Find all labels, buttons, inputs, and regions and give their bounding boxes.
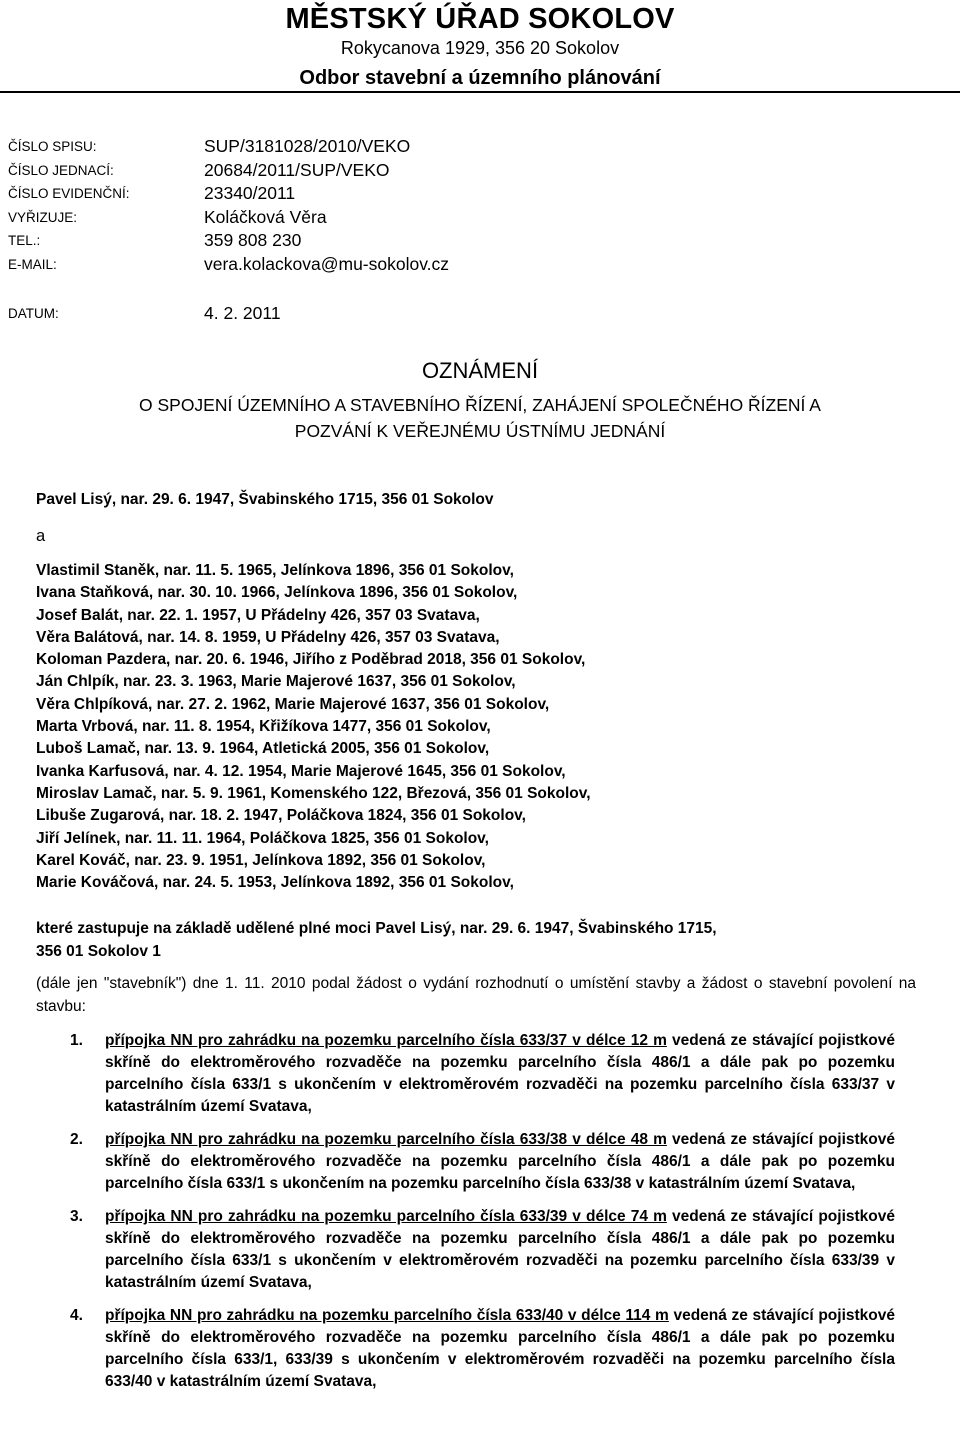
meta-label: TEL.: <box>8 233 41 249</box>
applicant-line: Vlastimil Staněk, nar. 11. 5. 1965, Jelínkova 1896, 356 01 Sokolov, <box>36 562 514 579</box>
meta-value: SUP/3181028/2010/VEKO <box>204 136 411 157</box>
item-text <box>105 1030 895 1118</box>
meta-value: Koláčková Věra <box>204 206 327 227</box>
applicant-line: Koloman Pazdera, nar. 20. 6. 1946, Jiřího z Poděbrad 2018, 356 01 Sokolov, <box>36 651 586 669</box>
applicant-list <box>36 560 936 894</box>
application-intro: (dále jen "stavebník") dne 1. 11. 2010 podal žádost o vydání rozhodnutí o umístění stavby a žádost o stavební povolení na stavbu: <box>36 975 916 1015</box>
item-text <box>105 1305 895 1393</box>
meta-label: ČÍSLO EVIDENČNÍ: <box>8 186 130 202</box>
item-number: 3. <box>70 1208 83 1225</box>
meta-label: VYŘIZUJE: <box>8 209 78 225</box>
meta-value: 4. 2. 2011 <box>204 303 281 324</box>
applicant-line: Věra Chlpíková, nar. 27. 2. 1962, Marie Majerové 1637, 356 01 Sokolov, <box>36 695 550 713</box>
item-underlined-text: přípojka NN pro zahrádku na pozemku parcelního čísla 633/38 v délce 48 m <box>105 1131 667 1148</box>
applicant-primary: Pavel Lisý, nar. 29. 6. 1947, Švabinského 1715, 356 01 Sokolov <box>36 491 494 508</box>
meta-row-reference-number <box>8 159 708 183</box>
applicant-line: Ivana Staňková, nar. 30. 10. 1966, Jelínkova 1896, 356 01 Sokolov, <box>36 584 518 602</box>
header-divider <box>0 91 960 93</box>
applicant-line: Karel Kováč, nar. 23. 9. 1951, Jelínkova 1892, 356 01 Sokolov, <box>36 851 486 869</box>
item-underlined-text: přípojka NN pro zahrádku na pozemku parcelního čísla 633/37 v délce 12 m <box>105 1032 667 1049</box>
item-number: 2. <box>70 1131 83 1148</box>
list-item <box>36 1030 896 1118</box>
applicant-line: Josef Balát, nar. 22. 1. 1957, U Přádelny 426, 357 03 Svatava, <box>36 606 480 624</box>
applicant-line: Marta Vrbová, nar. 11. 8. 1954, Křižíkova 1477, 356 01 Sokolov, <box>36 718 491 736</box>
file-metadata <box>8 135 708 326</box>
item-rest-text: vedená ze stávající pojistkové skříně do elektroměrového rozvaděče na pozemku parcelního čísla 486/1 a dále pak po pozemku parcelního čísla 633/1 s ukončením na pozemku parcelního čísla 633/38 v katastrálním území Svatava, <box>105 1131 895 1192</box>
meta-label: ČÍSLO SPISU: <box>8 139 97 155</box>
applicant-line: Ivanka Karfusová, nar. 4. 12. 1954, Marie Majerové 1645, 356 01 Sokolov, <box>36 762 566 780</box>
construction-items-list <box>36 1030 896 1404</box>
applicant-line: Marie Kováčová, nar. 24. 5. 1953, Jelínkova 1892, 356 01 Sokolov, <box>36 874 514 892</box>
item-rest-text: vedená ze stávající pojistkové skříně do elektroměrového rozvaděče na pozemku parcelního čísla 486/1 a dále pak po pozemku parcelního čísla 633/1 s ukončením v elektroměrovém rozvaděči na pozemku parcelního čísla 633/39 v katastrálním území Svatava, <box>105 1208 895 1291</box>
item-rest-text: vedená ze stávající pojistkové skříně do elektroměrového rozvaděče na pozemku parcelního čísla 486/1 a dále pak po pozemku parcelního čísla 633/1 s ukončením v elektroměrovém rozvaděči na pozemku parcelního čísla 633/37 v katastrálním území Svatava, <box>105 1032 895 1115</box>
list-item <box>36 1305 896 1393</box>
letterhead <box>0 0 960 92</box>
applicant-line: Věra Balátová, nar. 14. 8. 1959, U Přádelny 426, 357 03 Svatava, <box>36 628 500 646</box>
meta-row-phone <box>8 229 708 253</box>
office-department: Odbor stavební a územního plánování <box>299 67 661 89</box>
item-text <box>105 1206 895 1294</box>
meta-value: 20684/2011/SUP/VEKO <box>204 159 390 180</box>
representation-line1: které zastupuje na základě udělené plné moci Pavel Lisý, nar. 29. 6. 1947, Švabinského 1715, <box>36 920 717 937</box>
meta-label: E-MAIL: <box>8 256 57 272</box>
meta-row-email <box>8 253 708 277</box>
list-item <box>36 1206 896 1294</box>
notice-subtitle-line1: O SPOJENÍ ÚZEMNÍHO A STAVEBNÍHO ŘÍZENÍ, ZAHÁJENÍ SPOLEČNÉHO ŘÍZENÍ A <box>139 395 821 415</box>
list-item <box>36 1129 896 1195</box>
applicants-section <box>36 489 936 894</box>
meta-label: DATUM: <box>8 306 59 322</box>
representation-line2: 356 01 Sokolov 1 <box>36 943 161 960</box>
notice-title: OZNÁMENÍ <box>421 358 539 383</box>
item-rest-text: vedená ze stávající pojistkové skříně do elektroměrového rozvaděče na pozemku parcelního čísla 486/1 a dále pak po pozemku parcelního čísla 633/1, 633/39 s ukončením v elektroměrovém rozvaděči na pozemku parcelního čísla 633/40 v katastrálním území Svatava, <box>105 1307 896 1390</box>
meta-row-file-number <box>8 135 708 159</box>
notice-subtitle-line2: POZVÁNÍ K VEŘEJNÉMU ÚSTNÍMU JEDNÁNÍ <box>294 421 666 441</box>
meta-row-date <box>8 302 708 326</box>
meta-value: 23340/2011 <box>204 183 296 204</box>
item-underlined-text: přípojka NN pro zahrádku na pozemku parcelního čísla 633/40 v délce 114 m <box>105 1307 669 1324</box>
meta-value-email: vera.kolackova@mu-sokolov.cz <box>204 253 450 274</box>
applicant-line: Jiří Jelínek, nar. 11. 11. 1964, Poláčkova 1825, 356 01 Sokolov, <box>36 829 489 847</box>
notice-heading <box>0 357 960 443</box>
item-number: 1. <box>70 1032 83 1049</box>
item-number: 4. <box>70 1307 83 1324</box>
applicant-line: Miroslav Lamač, nar. 5. 9. 1961, Komenského 122, Březová, 356 01 Sokolov, <box>36 784 591 802</box>
representation-statement <box>36 917 916 963</box>
office-name: MĚSTSKÝ ÚŘAD SOKOLOV <box>285 3 675 35</box>
meta-value: 359 808 230 <box>204 230 302 251</box>
meta-label: ČÍSLO JEDNACÍ: <box>8 162 114 178</box>
item-underlined-text: přípojka NN pro zahrádku na pozemku parcelního čísla 633/39 v délce 74 m <box>105 1208 667 1225</box>
office-address: Rokycanova 1929, 356 20 Sokolov <box>340 38 620 58</box>
applicant-line: Luboš Lamač, nar. 13. 9. 1964, Atletická 2005, 356 01 Sokolov, <box>36 740 490 758</box>
meta-row-record-number <box>8 182 708 206</box>
applicant-line: Libuše Zugarová, nar. 18. 2. 1947, Poláčkova 1824, 356 01 Sokolov, <box>36 807 526 825</box>
conjunction: a <box>36 527 46 545</box>
item-text <box>105 1129 895 1195</box>
applicant-line: Ján Chlpík, nar. 23. 3. 1963, Marie Majerové 1637, 356 01 Sokolov, <box>36 673 516 691</box>
meta-row-handled-by <box>8 206 708 230</box>
